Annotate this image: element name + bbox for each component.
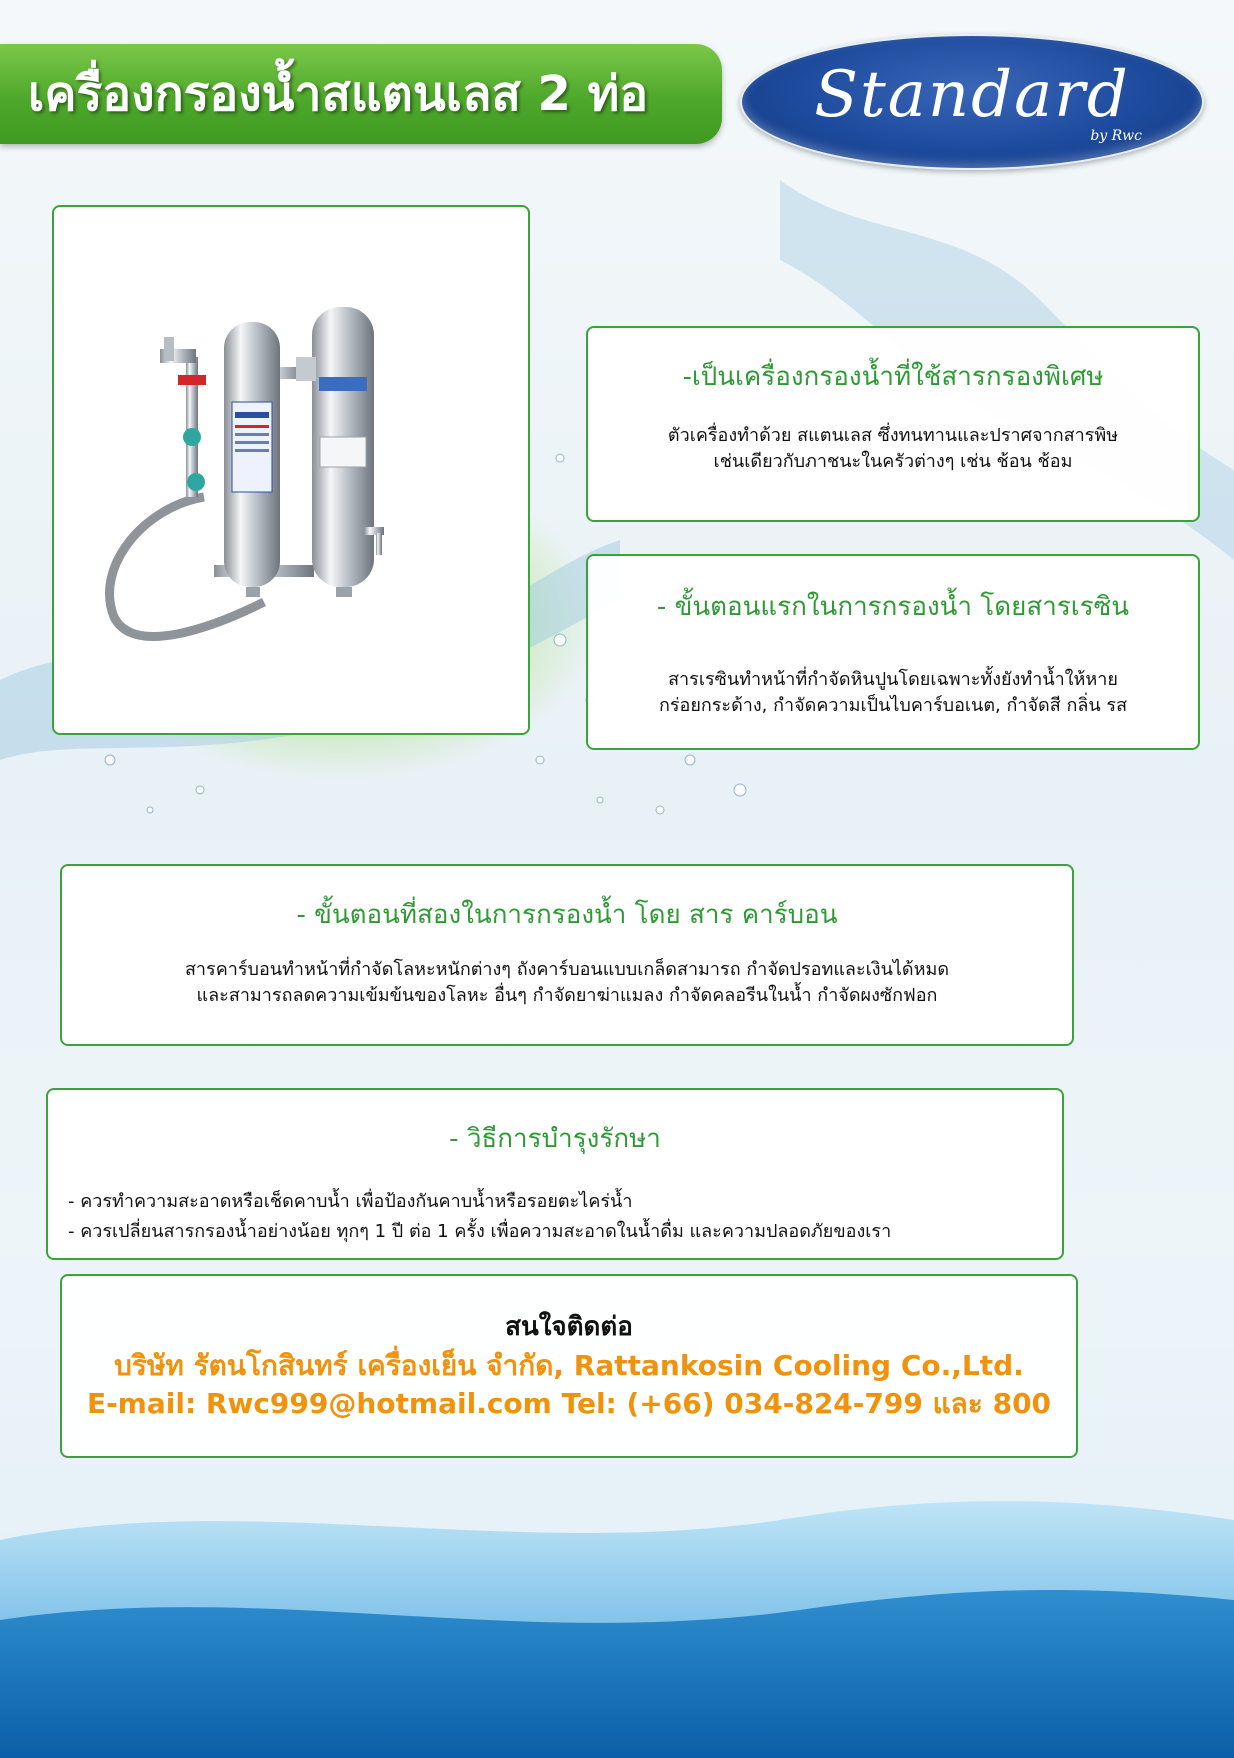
contact-heading: สนใจติดต่อ — [505, 1312, 633, 1342]
maintenance-item: - ควรเปลี่ยนสารกรองน้ำอย่างน้อย ทุกๆ 1 ปี ต่อ 1 ครั้ง เพื่อความสะอาดในน้ำดื่ม และความปลอดภัยของเรา — [68, 1221, 892, 1242]
feature-text-line: ตัวเครื่องทำด้วย สแตนเลส ซึ่งทนทานและปราศจากสารพิษ — [667, 425, 1119, 446]
feature-heading: - ขั้นตอนแรกในการกรองน้ำ โดยสารเรซิน — [656, 592, 1130, 622]
water-filter-illustration — [54, 207, 528, 733]
page-title: เครื่องกรองน้ำสแตนเลส 2 ท่อ — [28, 66, 649, 122]
contact-details: E-mail: Rwc999@hotmail.com Tel: (+66) 034-824-799 และ 800 — [86, 1387, 1052, 1420]
feature-text-line: เช่นเดียวกับภาชนะในครัวต่างๆ เช่น ช้อน ช้อม — [713, 451, 1073, 472]
contact-company: บริษัท รัตนโกสินทร์ เครื่องเย็น จำกัด, Rattankosin Cooling Co.,Ltd. — [114, 1349, 1024, 1382]
feature-heading: - ขั้นตอนที่สองในการกรองน้ำ โดย สาร คาร์บอน — [296, 900, 838, 930]
logo-brand-text: Standard — [814, 58, 1130, 132]
title-banner — [0, 44, 722, 144]
feature-text-line: และสามารถลดความเข้มข้นของโลหะ อื่นๆ กำจัดยาฆ่าแมลง กำจัดคลอรีนในน้ำ กำจัดผงซักฟอก — [196, 985, 938, 1006]
maintenance-item: - ควรทำความสะอาดหรือเช็ดคาบน้ำ เพื่อป้องกันคาบน้ำหรือรอยตะไคร่น้ำ — [68, 1191, 633, 1212]
contact-box — [60, 1274, 1078, 1458]
maintenance-list — [68, 1187, 1062, 1247]
product-image-frame — [52, 205, 530, 735]
feature-box-special-filter — [586, 326, 1200, 522]
feature-text-line: สารเรซินทำหน้าที่กำจัดหินปูนโดยเฉพาะทั้งยังทำน้ำให้หาย — [668, 669, 1118, 690]
feature-text-line: กร่อยกระด้าง, กำจัดความเป็นไบคาร์บอเนต, กำจัดสี กลิ่น รส — [658, 695, 1128, 716]
feature-text-line: สารคาร์บอนทำหน้าที่กำจัดโลหะหนักต่างๆ ถังคาร์บอนแบบเกล็ดสามารถ กำจัดปรอทและเงินได้หมด — [184, 959, 950, 980]
standard-logo — [740, 34, 1204, 170]
maintenance-box — [46, 1088, 1064, 1260]
logo-sub-text: by Rwc — [1090, 128, 1142, 144]
feature-heading: -เป็นเครื่องกรองน้ำที่ใช้สารกรองพิเศษ — [682, 362, 1104, 392]
feature-box-carbon-step — [60, 864, 1074, 1046]
feature-box-resin-step — [586, 554, 1200, 750]
maintenance-heading: - วิธีการบำรุงรักษา — [449, 1124, 661, 1154]
